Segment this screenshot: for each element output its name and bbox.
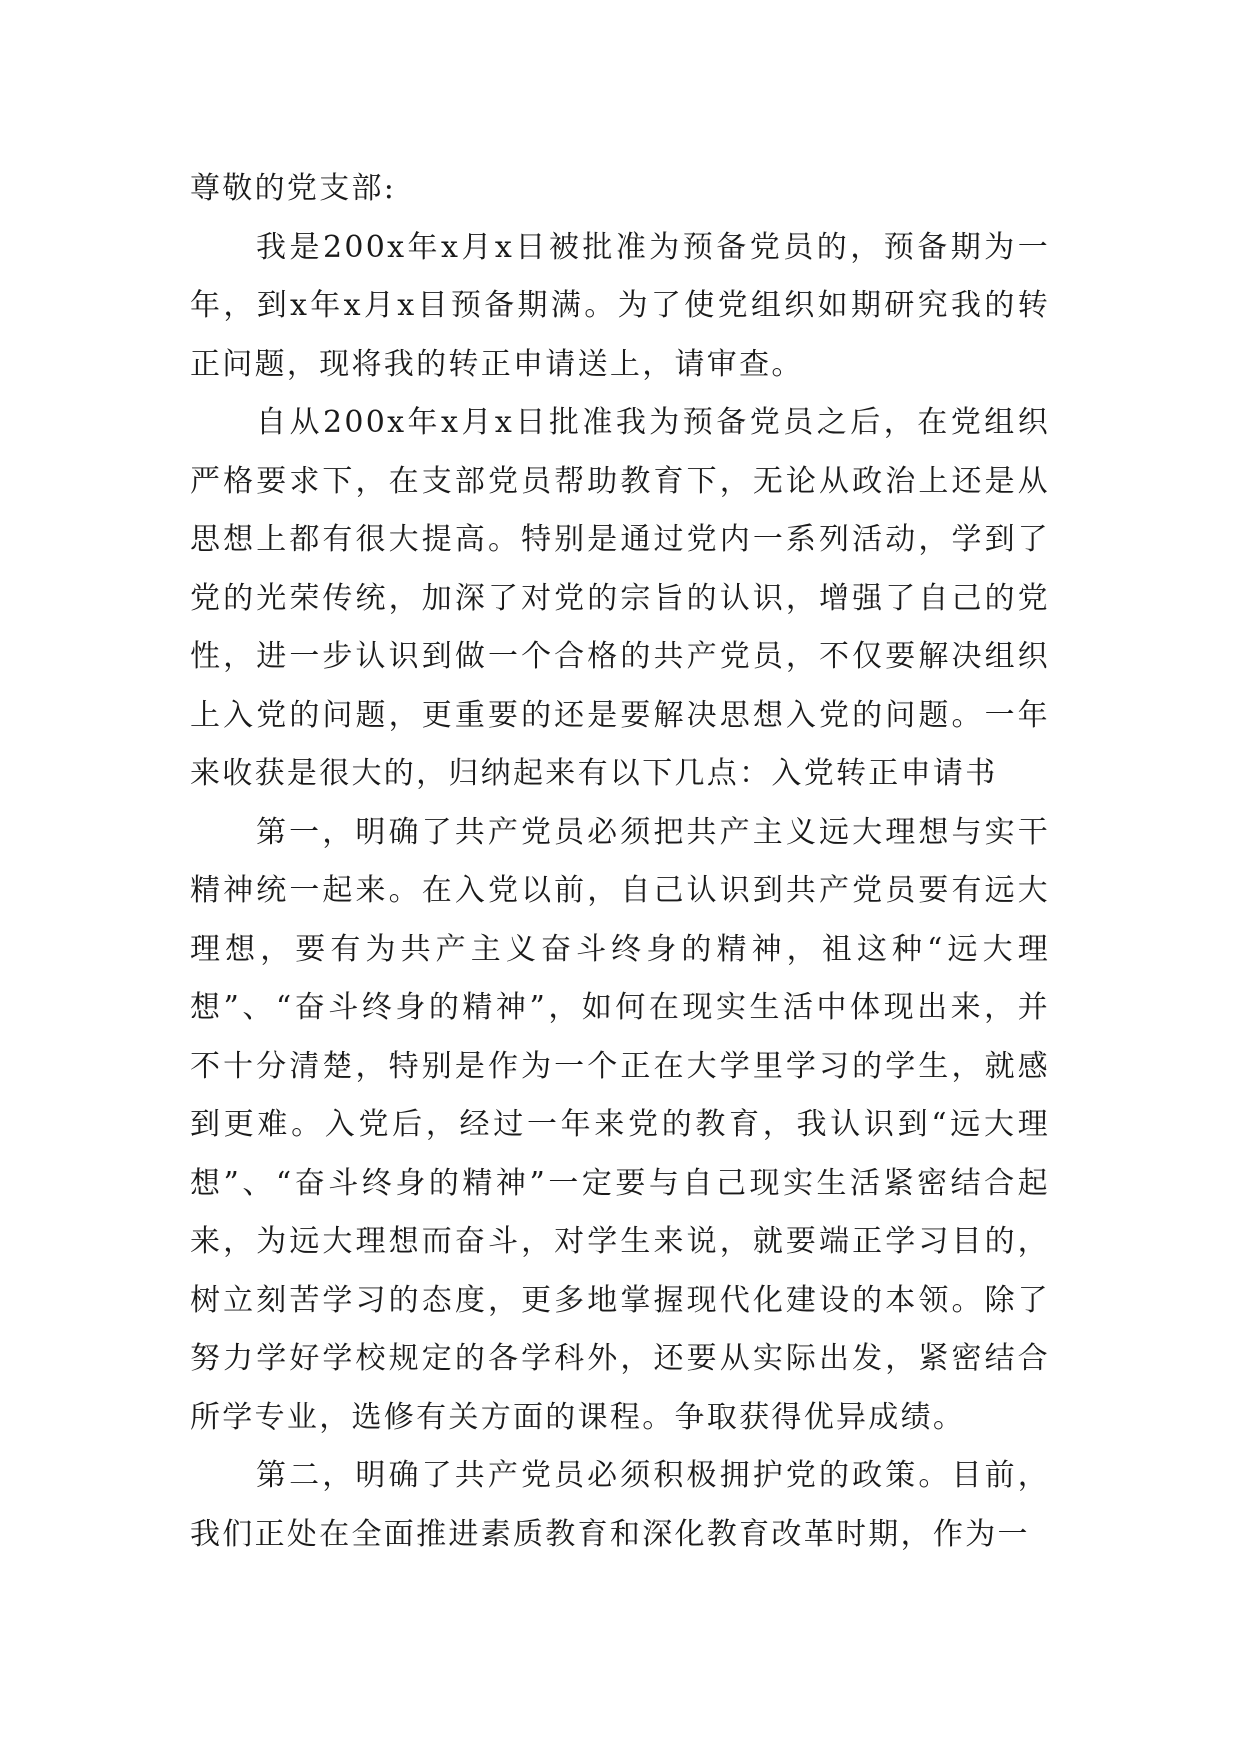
paragraph-1: 我是200x年x月x日被批准为预备党员的，预备期为一年，到x年x月x目预备期满。为了使党组织如期研究我的转正问题，现将我的转正申请送上，请审查。 <box>190 229 1050 382</box>
document-body <box>190 160 1050 1564</box>
salutation: 尊敬的党支部: <box>190 171 397 206</box>
paragraph-2: 自从200x年x月x日批准我为预备党员之后，在党组织严格要求下，在支部党员帮助教育下，无论从政治上还是从思想上都有很大提高。特别是通过党内一系列活动，学到了党的光荣传统，加深了对党的宗旨的认识，增强了自己的党性，进一步认识到做一个合格的共产党员，不仅要解决组织上入党的问题，更重要的还是要解决思想入党的问题。一年来收获是很大的，归纳起来有以下几点：入党转正申请书 <box>190 405 1050 791</box>
paragraph-4: 第二，明确了共产党员必须积极拥护党的政策。目前，我们正处在全面推进素质教育和深化教育改革时期，作为一 <box>190 1458 1050 1552</box>
paragraph-3: 第一，明确了共产党员必须把共产主义远大理想与实干精神统一起来。在入党以前，自己认识到共产党员要有远大理想，要有为共产主义奋斗终身的精神，祖这种“远大理想”、“奋斗终身的精神”，如何在现实生活中体现出来，并不十分清楚，特别是作为一个正在大学里学习的学生，就感到更难。入党后，经过一年来党的教育，我认识到“远大理想”、“奋斗终身的精神”一定要与自己现实生活紧密结合起来，为远大理想而奋斗，对学生来说，就要端正学习目的，树立刻苦学习的态度，更多地掌握现代化建设的本领。除了努力学好学校规定的各学科外，还要从实际出发，紧密结合所学专业，选修有关方面的课程。争取获得优异成绩。 <box>190 814 1050 1435</box>
